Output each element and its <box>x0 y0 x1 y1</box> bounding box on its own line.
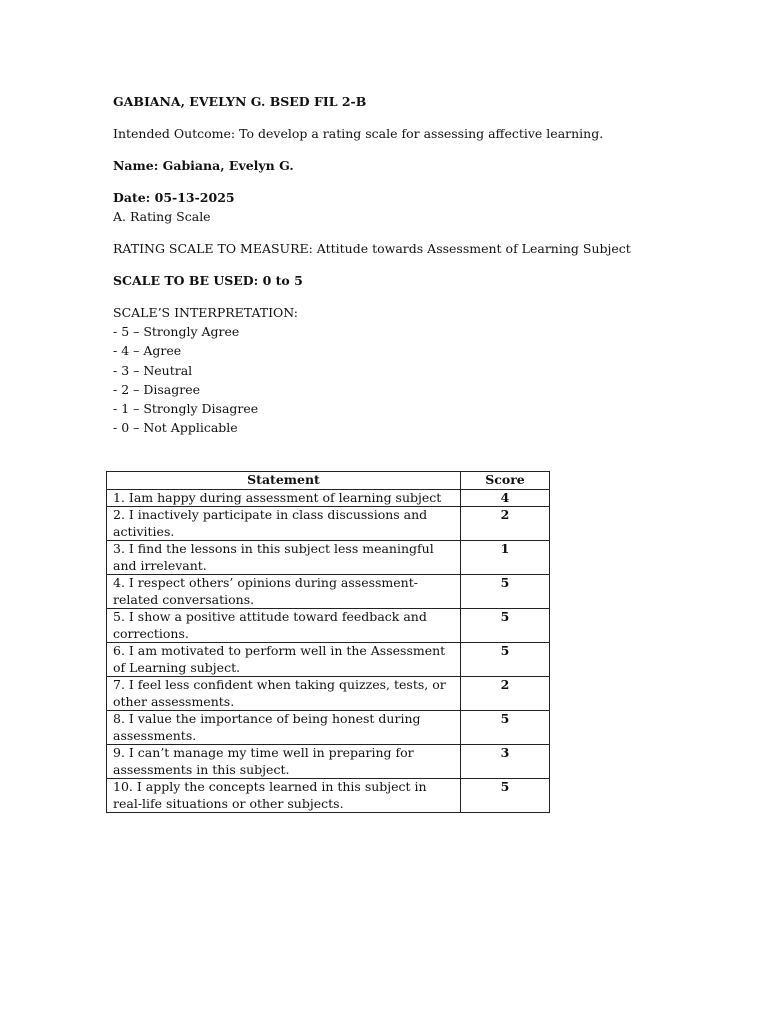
score-cell: 5 <box>461 711 550 745</box>
score-cell: 2 <box>461 507 550 541</box>
table-row <box>107 677 550 711</box>
table-row <box>107 609 550 643</box>
score-cell: 5 <box>461 779 550 813</box>
score-cell: 5 <box>461 643 550 677</box>
statement-cell: 1. Iam happy during assessment of learning subject <box>107 489 461 507</box>
table-header-row <box>107 472 550 490</box>
score-cell: 3 <box>461 745 550 779</box>
date-line: Date: 05-13-2025 <box>113 190 235 205</box>
section-label: A. Rating Scale <box>113 209 211 224</box>
statement-cell: 5. I show a positive attitude toward feedback and corrections. <box>107 609 461 643</box>
statement-cell: 9. I can’t manage my time well in preparing for assessments in this subject. <box>107 745 461 779</box>
scale-used-line: SCALE TO BE USED: 0 to 5 <box>113 273 303 288</box>
rating-table <box>106 471 550 813</box>
statement-cell: 7. I feel less confident when taking quizzes, tests, or other assessments. <box>107 677 461 711</box>
table-row <box>107 489 550 507</box>
statement-cell: 8. I value the importance of being honest during assessments. <box>107 711 461 745</box>
statement-cell: 4. I respect others’ opinions during assessment-related conversations. <box>107 575 461 609</box>
statement-cell: 6. I am motivated to perform well in the Assessment of Learning subject. <box>107 643 461 677</box>
score-column-header: Score <box>461 472 550 490</box>
statement-cell: 2. I inactively participate in class discussions and activities. <box>107 507 461 541</box>
interpretation-heading: SCALE’S INTERPRETATION: <box>113 305 299 320</box>
measure-line: RATING SCALE TO MEASURE: Attitude towards Assessment of Learning Subject <box>113 241 631 256</box>
statement-cell: 3. I find the lessons in this subject less meaningful and irrelevant. <box>107 541 461 575</box>
table-row <box>107 779 550 813</box>
score-cell: 5 <box>461 609 550 643</box>
table-row <box>107 711 550 745</box>
score-cell: 4 <box>461 489 550 507</box>
table-row <box>107 541 550 575</box>
document-body <box>113 92 713 437</box>
name-line: Name: Gabiana, Evelyn G. <box>113 158 294 173</box>
interpretation-item: - 1 – Strongly Disagree <box>113 401 259 417</box>
interpretation-item: - 3 – Neutral <box>113 362 193 378</box>
student-line: GABIANA, EVELYN G. BSED FIL 2-B <box>113 94 367 109</box>
statement-column-header: Statement <box>107 472 461 490</box>
statement-cell: 10. I apply the concepts learned in this subject in real-life situations or other subjects. <box>107 779 461 813</box>
table-row <box>107 575 550 609</box>
score-cell: 5 <box>461 575 550 609</box>
score-cell: 1 <box>461 541 550 575</box>
interpretation-item: - 4 – Agree <box>113 343 182 359</box>
interpretation-item: - 5 – Strongly Agree <box>113 324 240 340</box>
interpretation-item: - 0 – Not Applicable <box>113 420 238 436</box>
table-row <box>107 745 550 779</box>
intended-outcome: Intended Outcome: To develop a rating scale for assessing affective learning. <box>113 126 604 141</box>
scale-interpretation <box>113 303 713 437</box>
score-cell: 2 <box>461 677 550 711</box>
table-row <box>107 643 550 677</box>
table-row <box>107 507 550 541</box>
interpretation-item: - 2 – Disagree <box>113 381 201 397</box>
